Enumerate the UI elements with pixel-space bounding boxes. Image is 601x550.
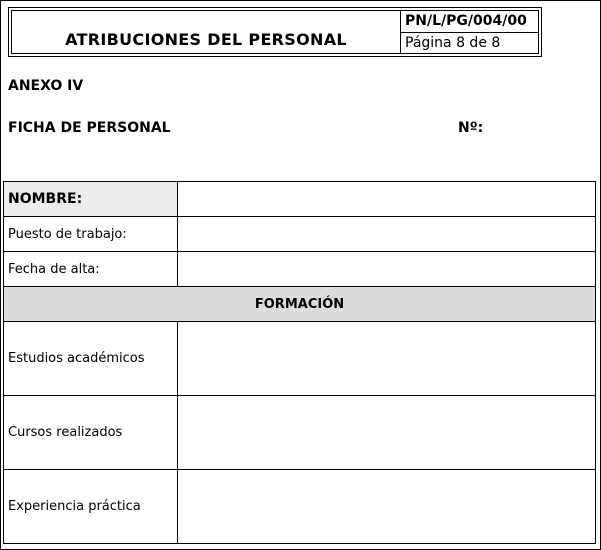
number-label: Nº: [458, 120, 484, 136]
header-meta [400, 11, 538, 53]
form-title: FICHA DE PERSONAL [8, 120, 171, 136]
cursos-value-field[interactable] [178, 396, 596, 470]
formacion-section-title: FORMACIÓN [4, 287, 596, 322]
row-formacion-header [4, 287, 596, 322]
row-puesto [4, 217, 596, 252]
document-title: ATRIBUCIONES DEL PERSONAL [65, 30, 347, 49]
row-nombre [4, 182, 596, 217]
puesto-label: Puesto de trabajo: [4, 217, 178, 252]
estudios-value-field[interactable] [178, 322, 596, 396]
personnel-form-table [3, 181, 596, 544]
document-header [8, 7, 542, 57]
annex-label: ANEXO IV [8, 78, 84, 94]
estudios-label: Estudios académicos [4, 322, 178, 396]
experiencia-label: Experiencia práctica [4, 470, 178, 544]
header-inner-box [11, 10, 539, 54]
experiencia-value-field[interactable] [178, 470, 596, 544]
document-code: PN/L/PG/004/00 [401, 11, 538, 33]
nombre-label: NOMBRE: [4, 182, 178, 217]
puesto-value-field[interactable] [178, 217, 596, 252]
row-fecha-alta [4, 252, 596, 287]
row-estudios [4, 322, 596, 396]
cursos-label: Cursos realizados [4, 396, 178, 470]
fecha-alta-value-field[interactable] [178, 252, 596, 287]
row-cursos [4, 396, 596, 470]
row-experiencia [4, 470, 596, 544]
fecha-alta-label: Fecha de alta: [4, 252, 178, 287]
page-number: Página 8 de 8 [405, 35, 501, 51]
nombre-value-field[interactable] [178, 182, 596, 217]
